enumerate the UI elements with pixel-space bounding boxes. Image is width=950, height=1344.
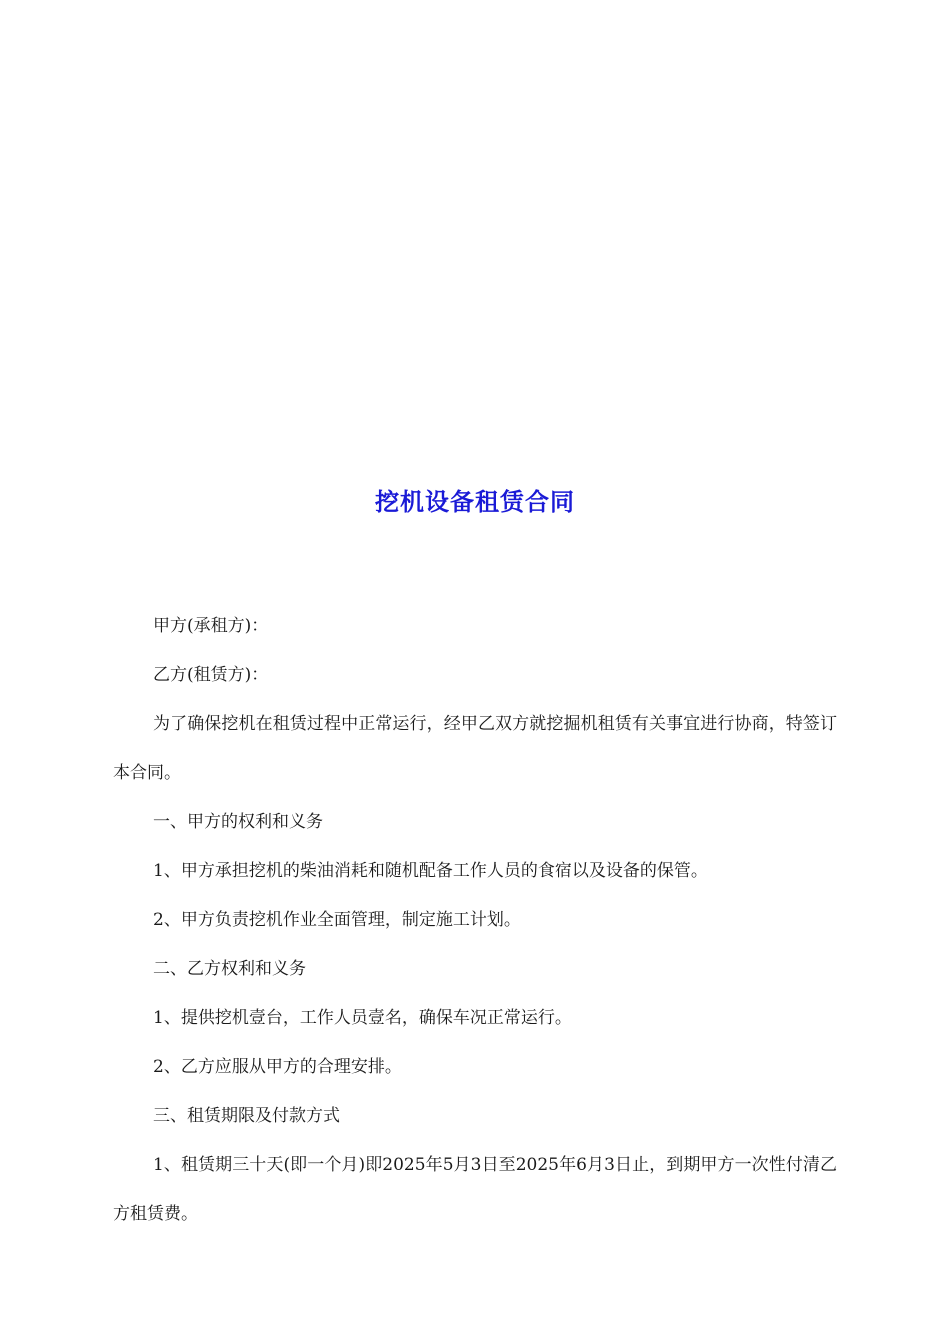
preamble-paragraph: 为了确保挖机在租赁过程中正常运行，经甲乙双方就挖掘机租赁有关事宜进行协商，特签订本合同。 (113, 714, 837, 783)
clause-b-1: 1、提供挖机壹台，工作人员壹名，确保车况正常运行。 (153, 1008, 572, 1028)
clause-term-1: 1、租赁期三十天(即一个月)即2025年5月3日至2025年6月3日止，到期甲方一次性付清乙方租赁费。 (113, 1155, 837, 1224)
clause-a-2: 2、甲方负责挖机作业全面管理，制定施工计划。 (153, 910, 521, 930)
section-heading-term-payment: 三、租赁期限及付款方式 (153, 1106, 340, 1126)
clause-a-1: 1、甲方承担挖机的柴油消耗和随机配备工作人员的食宿以及设备的保管。 (153, 861, 708, 881)
document-body (113, 602, 837, 1239)
clause-b-2: 2、乙方应服从甲方的合理安排。 (153, 1057, 402, 1077)
party-a-line: 甲方(承租方)： (153, 616, 269, 636)
party-b-line: 乙方(租赁方)： (153, 665, 269, 685)
section-heading-party-b: 二、乙方权利和义务 (153, 959, 306, 979)
section-heading-party-a: 一、甲方的权利和义务 (153, 812, 323, 832)
document-title: 挖机设备租赁合同 (375, 488, 575, 516)
